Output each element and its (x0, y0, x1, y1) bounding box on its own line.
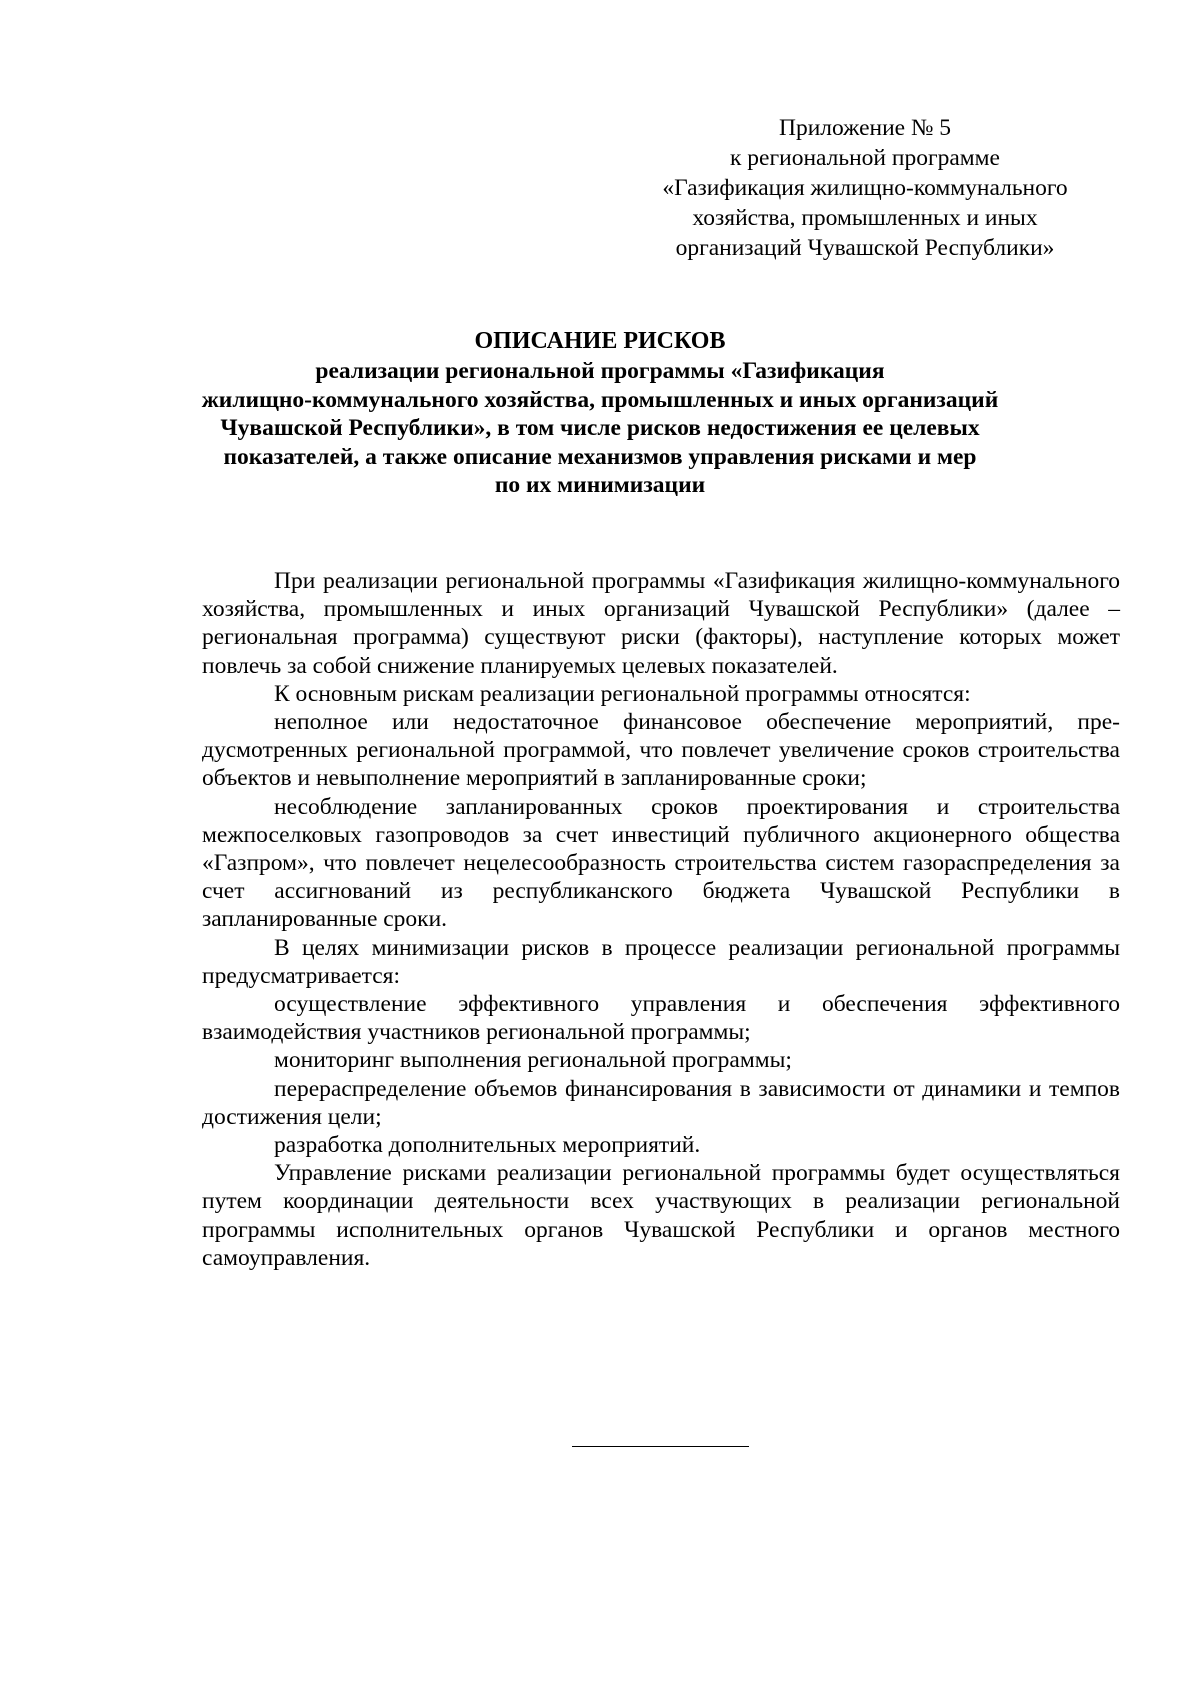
title-line: Чувашской Республики», в том числе рисков недостижения ее целевых (220, 415, 980, 441)
end-divider (572, 1446, 749, 1447)
body-paragraph: При реализации региональной программы «Газификация жилищно-коммунального хозяйства, промышленных и иных организаций Чувашской Республики» (далее – региональная программа) существуют риски (факторы), наступление которых может повлечь за собой снижение планируемых целевых показателей. (202, 568, 1120, 679)
body-paragraph: перераспределение объемов финансирования в зависимости от динамики и темпов достижения цели; (202, 1075, 1120, 1130)
annex-line: к региональной программе (730, 145, 1000, 171)
annex-line: Приложение № 5 (778, 115, 952, 141)
title-line: по их минимизации (494, 472, 706, 498)
body-text (202, 567, 1120, 1272)
body-paragraph: осуществление эффективного управления и обеспечения эффективного взаимодействия участников региональной программы; (202, 991, 1120, 1046)
body-paragraph: В целях минимизации рисков в процессе реализации региональной программы предусматривается: (202, 934, 1120, 989)
body-paragraph: несоблюдение запланированных сроков проектирования и строительства межпоселковых газопроводов за счет инвестиций публичного акционерного общества «Газпром», что повлечет нецелесообразность строительства систем газораспределения за счет ассигнований из республиканского бюджета Чувашской Республики в запланированные сроки. (202, 793, 1120, 933)
body-paragraph: мониторинг выполнения региональной программы; (274, 1047, 792, 1074)
body-paragraph: Управление рисками реализации региональной программы будет осуществляться путем координации деятельности всех участвующих в реализации региональной программы исполнительных органов Чувашской Республики и органов местного самоуправления. (202, 1160, 1120, 1271)
body-paragraph: разработка дополнительных мероприятий. (274, 1132, 701, 1159)
title-line: реализации региональной программы «Газификация (315, 358, 885, 384)
annex-line: хозяйства, промышленных и иных (692, 205, 1038, 231)
annex-line: организаций Чувашской Республики» (675, 235, 1055, 261)
title-line: показателей, а также описание механизмов управления рисками и мер (223, 443, 977, 470)
title-heading: ОПИСАНИЕ РИСКОВ (474, 328, 726, 354)
body-paragraph: неполное или недостаточное финансовое обеспечение мероприятий, предусмотренных региональной программой, что повлечет увеличение сроков строительства объектов и невыполнение мероприятий в запланированные сроки; (202, 709, 1120, 792)
document-title (180, 326, 1020, 500)
annex-line: «Газификация жилищно-коммунального (662, 175, 1068, 201)
title-line: жилищно-коммунального хозяйства, промышленных и иных организаций (201, 386, 999, 413)
body-paragraph: К основным рискам реализации региональной программы относятся: (274, 680, 971, 707)
annex-header (655, 113, 1075, 263)
